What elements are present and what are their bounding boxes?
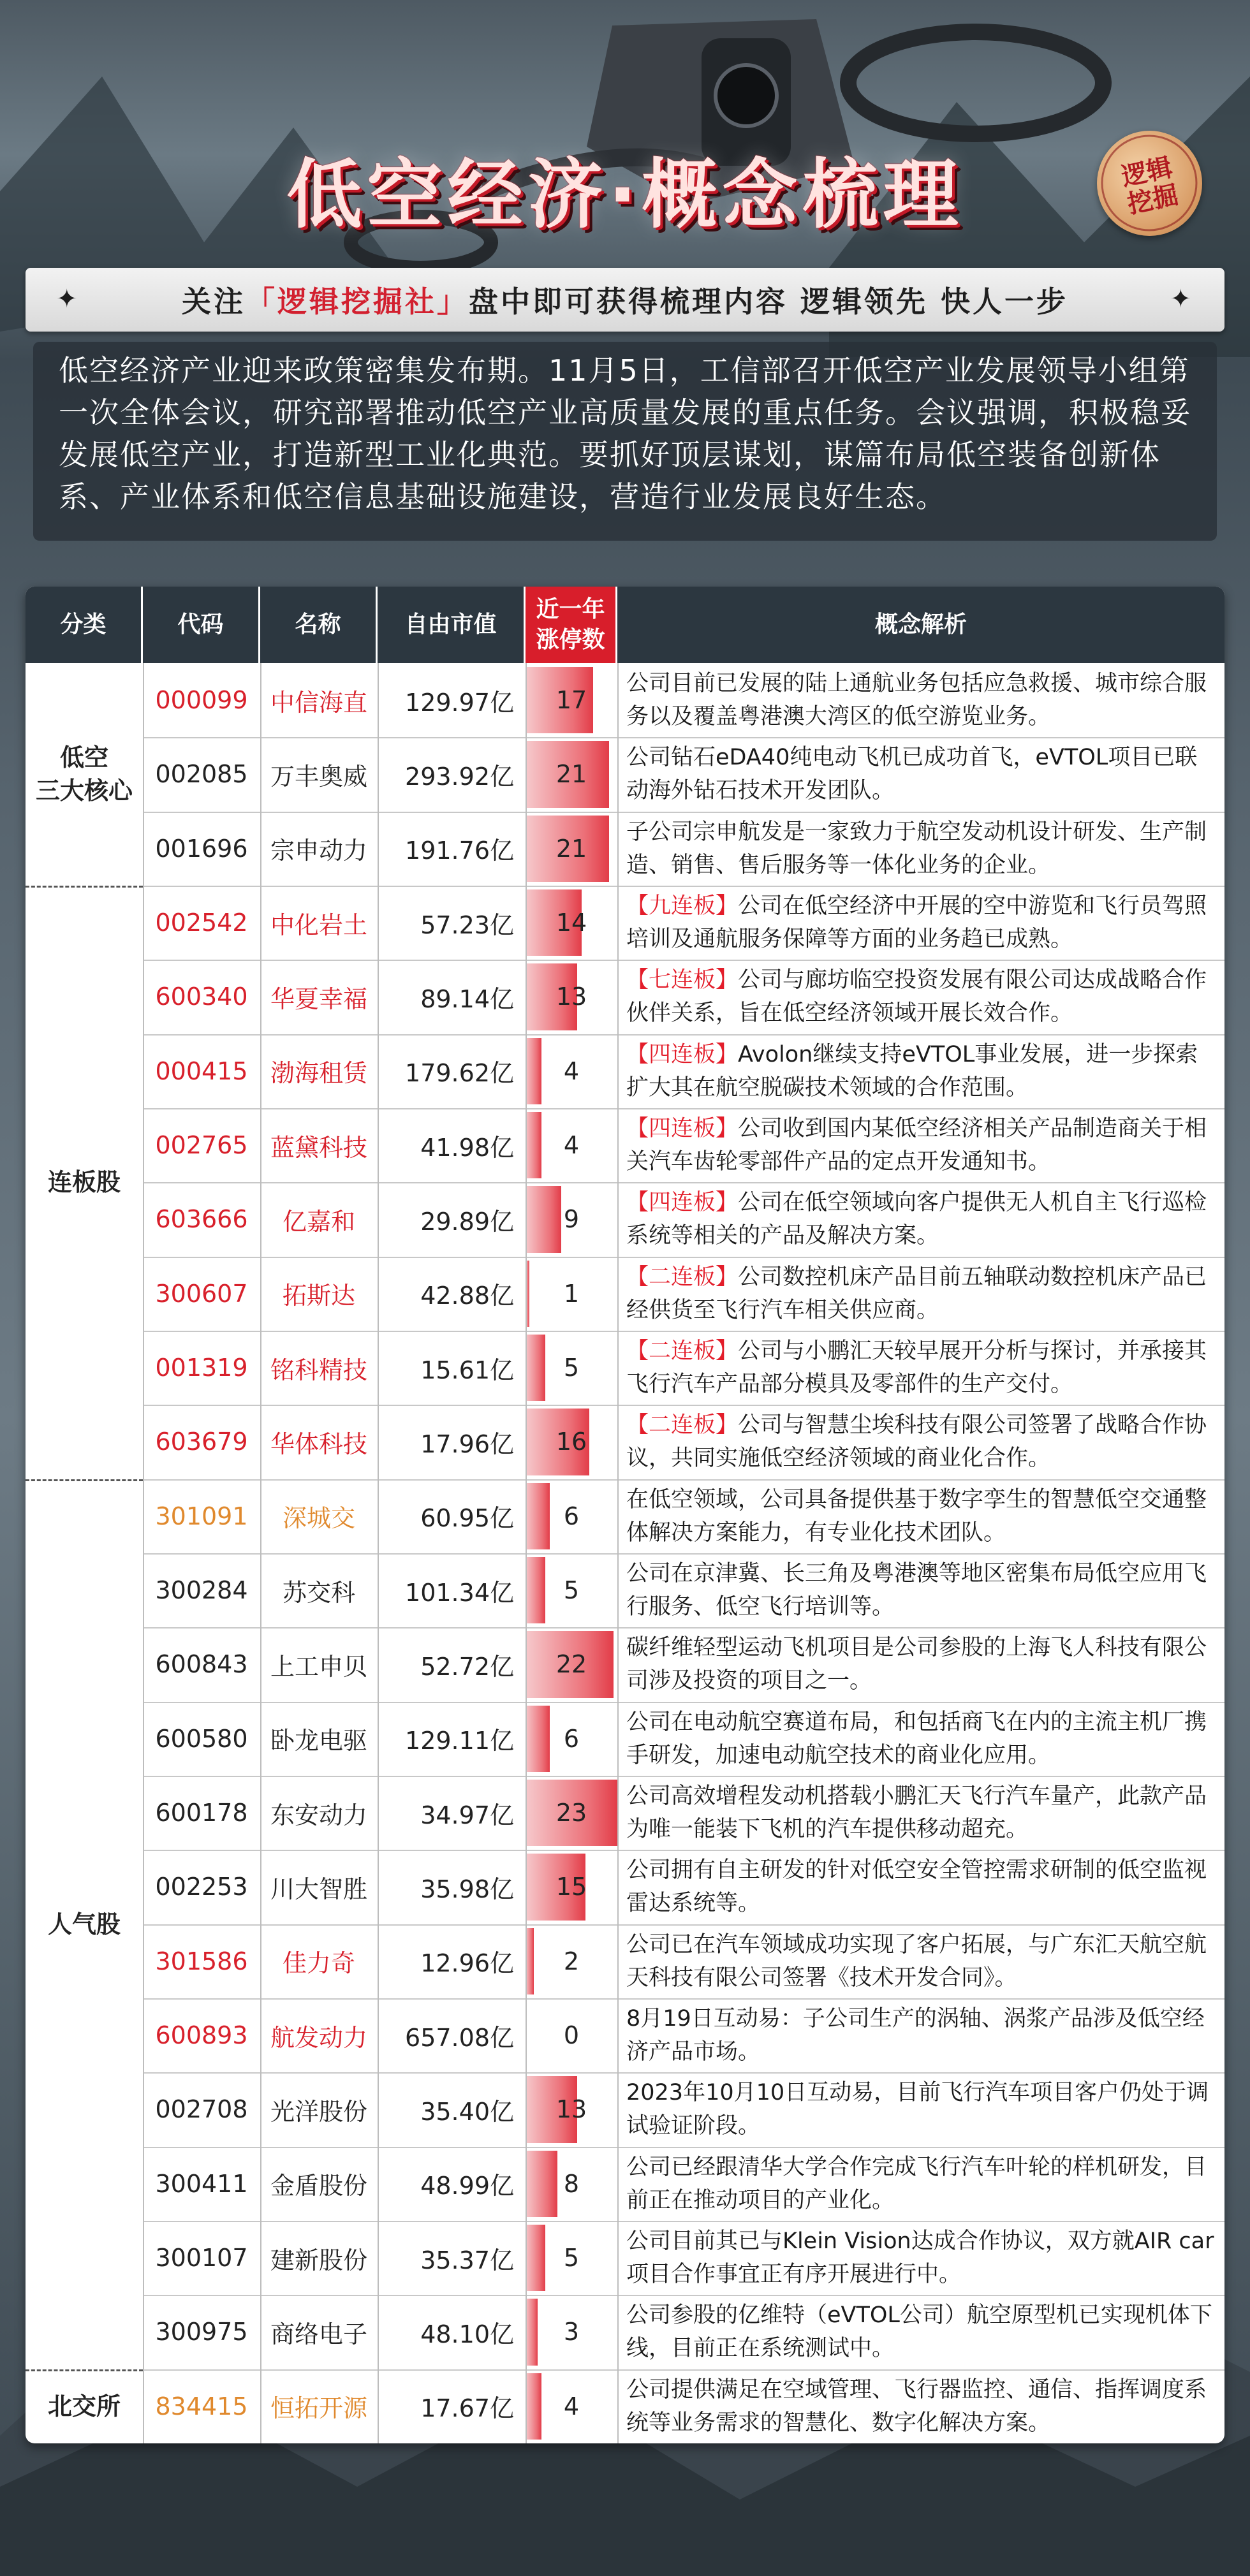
category-label <box>26 663 143 888</box>
analysis-text: 公司高效增程发动机搭载小鹏汇天飞行汽车量产，此款产品为唯一能装下飞机的汽车提供移动超充。 <box>626 1783 1207 1843</box>
header-limit-ups <box>526 587 617 663</box>
concept-analysis <box>617 1257 1224 1331</box>
stock-name: 卧龙电驱 <box>270 1727 367 1755</box>
limit-up-cell <box>526 2295 617 2369</box>
stock-code: 002253 <box>155 1873 248 1901</box>
market-cap: 41.98亿 <box>420 1133 514 1162</box>
column-divider <box>526 663 527 2443</box>
market-cap: 179.62亿 <box>405 1059 514 1088</box>
table-row <box>143 1924 1224 2000</box>
market-cap: 12.96亿 <box>420 1949 514 1978</box>
limit-up-cell <box>526 1627 617 1701</box>
limit-up-count: 3 <box>563 2318 580 2346</box>
concept-analysis <box>617 1108 1224 1182</box>
header-code: 代码 <box>143 587 260 663</box>
limit-up-count: 21 <box>555 834 587 863</box>
analysis-text: 公司与廊坊临空投资发展有限公司达成战略合作伙伴关系，旨在低空经济领域开展长效合作。 <box>626 967 1207 1027</box>
analysis-text: 公司钻石eDA40纯电动飞机已成功首飞，eVTOL项目已联动海外钻石技术开发团队。 <box>626 745 1198 804</box>
market-cap: 129.97亿 <box>405 688 514 717</box>
limit-up-cell <box>526 960 617 1034</box>
stock-name: 建新股份 <box>270 2246 367 2274</box>
header-name: 名称 <box>260 587 378 663</box>
stock-name: 华夏幸福 <box>270 984 367 1013</box>
table-row <box>143 1182 1224 1257</box>
streak-tag: 【七连板】 <box>626 967 739 993</box>
limit-up-cell <box>526 1182 617 1256</box>
stock-code: 301586 <box>155 1947 248 1975</box>
limit-up-count: 23 <box>555 1799 587 1827</box>
category-label-line2: 三大核心 <box>35 777 133 805</box>
limit-up-count: 22 <box>555 1650 587 1679</box>
concept-analysis <box>617 737 1224 811</box>
concept-table <box>26 587 1224 2443</box>
market-cap: 48.99亿 <box>420 2172 514 2200</box>
stock-code: 300411 <box>155 2169 248 2198</box>
svg-text:挖掘: 挖掘 <box>1124 179 1181 220</box>
concept-analysis <box>617 2221 1224 2295</box>
concept-analysis <box>617 1850 1224 1924</box>
analysis-text: 在低空领域，公司具备提供基于数字孪生的智慧低空交通整体解决方案能力，有专业化技术团队。 <box>626 1486 1207 1546</box>
stock-name: 蓝黛科技 <box>270 1133 367 1162</box>
stock-code: 300107 <box>155 2244 248 2272</box>
stock-code: 603666 <box>155 1205 248 1234</box>
stock-code: 600843 <box>155 1650 248 1679</box>
limit-up-cell <box>526 1108 617 1182</box>
concept-analysis <box>617 1998 1224 2072</box>
stock-name: 佳力奇 <box>282 1949 355 1978</box>
limit-up-cell <box>526 812 617 886</box>
stock-code: 600893 <box>155 2021 248 2050</box>
table-row <box>143 1405 1224 1480</box>
analysis-text: 公司与小鹏汇天较早展开分析与探讨，并承接其飞行汽车产品部分模具及零部件的生产交付。 <box>626 1338 1207 1398</box>
analysis-text: 公司在京津冀、长三角及粤港澳等地区密集布局低空应用飞行服务、低空飞行培训等。 <box>626 1561 1207 1620</box>
limit-up-count: 13 <box>555 983 587 1011</box>
category-label-line1: 北交所 <box>47 2392 121 2420</box>
concept-analysis <box>617 1405 1224 1479</box>
stock-name: 宗申动力 <box>270 837 367 865</box>
stock-code: 002085 <box>155 760 248 789</box>
table-row <box>143 2369 1224 2443</box>
limit-up-cell <box>526 2147 617 2221</box>
category-label-line1: 低空 <box>59 743 108 772</box>
banner-suffix: 盘中即可获得梳理内容 逻辑领先 快人一步 <box>468 284 1069 319</box>
stock-code: 002765 <box>155 1131 248 1160</box>
concept-analysis <box>617 1479 1224 1553</box>
table-row <box>143 1108 1224 1183</box>
table-row <box>143 886 1224 961</box>
concept-analysis <box>617 1702 1224 1776</box>
market-cap: 35.40亿 <box>420 2097 514 2126</box>
analysis-text: 公司拥有自主研发的针对低空安全管控需求研制的低空监视雷达系统等。 <box>626 1857 1207 1917</box>
limit-up-count: 2 <box>563 1947 580 1975</box>
stock-name: 深城交 <box>282 1504 355 1533</box>
limit-up-cell <box>526 663 617 737</box>
stock-code: 600340 <box>155 983 248 1011</box>
limit-up-cell <box>526 1924 617 1998</box>
concept-analysis <box>617 2369 1224 2443</box>
table-row <box>143 737 1224 812</box>
concept-analysis <box>617 812 1224 886</box>
column-divider <box>378 663 379 2443</box>
concept-analysis <box>617 2295 1224 2369</box>
market-cap: 60.95亿 <box>420 1504 514 1533</box>
concept-analysis <box>617 2147 1224 2221</box>
stock-name: 中化岩土 <box>270 911 367 939</box>
banner-brand: 「逻辑挖掘社」 <box>245 284 469 319</box>
limit-up-count: 9 <box>563 1205 580 1234</box>
table-row <box>143 2147 1224 2222</box>
limit-up-cell <box>526 1331 617 1405</box>
concept-analysis <box>617 1331 1224 1405</box>
table-row <box>143 2072 1224 2148</box>
brand-seal-logo <box>1097 131 1202 236</box>
market-cap: 29.89亿 <box>420 1207 514 1236</box>
market-cap: 48.10亿 <box>420 2320 514 2348</box>
stock-code: 603679 <box>155 1428 248 1456</box>
concept-analysis <box>617 1776 1224 1850</box>
svg-text:逻辑: 逻辑 <box>1119 152 1175 193</box>
streak-tag: 【二连板】 <box>626 1338 739 1365</box>
limit-up-cell <box>526 2221 617 2295</box>
limit-up-count: 4 <box>563 1131 580 1160</box>
concept-analysis <box>617 1182 1224 1256</box>
limit-up-count: 14 <box>555 909 587 937</box>
follow-banner <box>26 268 1224 332</box>
stock-name: 华体科技 <box>270 1430 367 1458</box>
limit-up-count: 4 <box>563 2392 580 2420</box>
analysis-text: 公司在低空领域向客户提供无人机自主飞行巡检系统等相关的产品及解决方案。 <box>626 1190 1207 1249</box>
limit-up-count: 15 <box>555 1873 587 1901</box>
stock-name: 东安动力 <box>270 1801 367 1829</box>
table-row <box>143 1331 1224 1406</box>
stock-code: 001696 <box>155 834 248 863</box>
stock-name: 万丰奥威 <box>270 762 367 791</box>
market-cap: 89.14亿 <box>420 984 514 1013</box>
limit-up-cell <box>526 1776 617 1850</box>
market-cap: 15.61亿 <box>420 1356 514 1384</box>
market-cap: 17.96亿 <box>420 1430 514 1458</box>
streak-tag: 【四连板】 <box>626 1190 739 1216</box>
limit-up-count: 21 <box>555 760 587 789</box>
stock-name: 铭科精技 <box>270 1356 367 1384</box>
sparkle-icon: ✦ <box>1170 284 1194 314</box>
analysis-text: 8月19日互动易：子公司生产的涡轴、涡浆产品涉及低空经济产品市场。 <box>626 2006 1205 2065</box>
limit-up-count: 8 <box>563 2169 580 2198</box>
column-divider <box>143 663 144 2443</box>
concept-analysis <box>617 886 1224 960</box>
table-row <box>143 1257 1224 1332</box>
stock-name: 中信海直 <box>270 688 367 717</box>
limit-up-cell <box>526 1553 617 1627</box>
streak-tag: 【九连板】 <box>626 893 739 919</box>
market-cap: 35.98亿 <box>420 1875 514 1903</box>
intro-paragraph: 低空经济产业迎来政策密集发布期。11月5日，工信部召开低空产业发展领导小组第一次全体会议，研究部署推动低空产业高质量发展的重点任务。会议强调，积极稳妥发展低空产业，打造新型工业化典范。要抓好顶层谋划，谋篇布局低空装备创新体系、产业体系和低空信息基础设施建设，营造行业发展良好生态。 <box>33 342 1217 541</box>
column-divider <box>617 663 619 2443</box>
concept-analysis <box>617 1627 1224 1701</box>
streak-tag: 【二连板】 <box>626 1412 739 1438</box>
stock-code: 000099 <box>155 686 248 715</box>
stock-name: 拓斯达 <box>282 1282 355 1310</box>
stock-name: 航发动力 <box>270 2023 367 2052</box>
analysis-text: 公司提供满足在空域管理、飞行器监控、通信、指挥调度系统等业务需求的智慧化、数字化解决方案。 <box>626 2376 1207 2436</box>
stock-code: 002708 <box>155 2095 248 2124</box>
table-row <box>143 2221 1224 2296</box>
stock-code: 600178 <box>155 1799 248 1827</box>
header-limit-ups-line2: 涨停数 <box>536 627 605 653</box>
concept-analysis <box>617 960 1224 1034</box>
market-cap: 42.88亿 <box>420 1282 514 1310</box>
stock-name: 渤海租赁 <box>270 1059 367 1088</box>
stock-name: 上工申贝 <box>270 1652 367 1681</box>
category-label-line1: 连板股 <box>47 1168 121 1197</box>
limit-up-cell <box>526 886 617 960</box>
stock-code: 300607 <box>155 1279 248 1308</box>
stock-code: 001319 <box>155 1354 248 1382</box>
table-row <box>143 663 1224 738</box>
limit-up-cell <box>526 2072 617 2146</box>
limit-up-count: 5 <box>563 2244 580 2272</box>
sparkle-icon: ✦ <box>56 284 80 314</box>
category-label <box>26 1479 143 2371</box>
analysis-text: 公司与智慧尘埃科技有限公司签署了战略合作协议，共同实施低空经济领域的商业化合作。 <box>626 1412 1207 1472</box>
limit-up-count: 13 <box>555 2095 587 2124</box>
market-cap: 129.11亿 <box>405 1727 514 1755</box>
category-label-line1: 人气股 <box>47 1910 121 1938</box>
limit-up-count: 17 <box>555 686 587 715</box>
header-category: 分类 <box>26 587 143 663</box>
column-divider <box>260 663 261 2443</box>
table-row <box>143 1627 1224 1702</box>
table-row <box>143 1479 1224 1555</box>
limit-up-count: 6 <box>563 1724 580 1753</box>
table-row <box>143 2295 1224 2370</box>
limit-up-count: 6 <box>563 1502 580 1530</box>
limit-up-cell <box>526 737 617 811</box>
stock-name: 苏交科 <box>282 1578 355 1607</box>
market-cap: 34.97亿 <box>420 1801 514 1829</box>
limit-up-cell <box>526 1257 617 1331</box>
stock-code: 834415 <box>155 2392 248 2420</box>
analysis-text: 公司参股的亿维特（eVTOL公司）航空原型机已实现机体下线，目前正在系统测试中。 <box>626 2302 1212 2362</box>
analysis-text: 公司目前已发展的陆上通航业务包括应急救援、城市综合服务以及覆盖粤港澳大湾区的低空游览业务。 <box>626 671 1207 730</box>
limit-up-cell <box>526 1405 617 1479</box>
stock-name: 亿嘉和 <box>282 1207 355 1236</box>
page-title: 低空经济·概念梳理 <box>286 150 964 238</box>
category-label <box>26 2369 143 2443</box>
streak-tag: 【四连板】 <box>626 1116 739 1142</box>
limit-up-cell <box>526 2369 617 2443</box>
header-market-cap: 自由市值 <box>378 587 526 663</box>
table-row <box>143 1776 1224 1851</box>
market-cap: 52.72亿 <box>420 1652 514 1681</box>
limit-up-cell <box>526 1850 617 1924</box>
concept-analysis <box>617 663 1224 737</box>
limit-up-count: 5 <box>563 1576 580 1605</box>
analysis-text: Avolon继续支持eVTOL事业发展，进一步探索扩大其在航空脱碳技术领域的合作范围。 <box>626 1041 1198 1101</box>
stock-name: 商络电子 <box>270 2320 367 2348</box>
concept-analysis <box>617 1034 1224 1108</box>
analysis-text: 公司收到国内某低空经济相关产品制造商关于相关汽车齿轮零部件产品的定点开发通知书。 <box>626 1116 1207 1175</box>
market-cap: 57.23亿 <box>420 911 514 939</box>
market-cap: 657.08亿 <box>405 2023 514 2052</box>
analysis-text: 2023年10月10日互动易，目前飞行汽车项目客户仍处于调试验证阶段。 <box>626 2080 1209 2139</box>
analysis-text: 碳纤维轻型运动飞机项目是公司参股的上海飞人科技有限公司涉及投资的项目之一。 <box>626 1635 1207 1694</box>
limit-up-count: 1 <box>563 1279 580 1308</box>
concept-analysis <box>617 1924 1224 1998</box>
table-row <box>143 1998 1224 2074</box>
limit-up-cell <box>526 1034 617 1108</box>
limit-up-cell <box>526 1998 617 2072</box>
header-analysis: 概念解析 <box>874 611 967 638</box>
banner-prefix: 关注 <box>181 284 246 319</box>
streak-tag: 【四连板】 <box>626 1041 739 1067</box>
stock-name: 恒拓开源 <box>270 2394 367 2423</box>
limit-up-count: 16 <box>555 1428 587 1456</box>
table-row <box>143 1702 1224 1777</box>
stock-name: 川大智胜 <box>270 1875 367 1903</box>
market-cap: 101.34亿 <box>405 1578 514 1607</box>
stock-code: 002542 <box>155 909 248 937</box>
analysis-text: 公司在电动航空赛道布局，和包括商飞在内的主流主机厂携手研发，加速电动航空技术的商业化应用。 <box>626 1709 1207 1768</box>
stock-code: 000415 <box>155 1057 248 1085</box>
analysis-text: 公司在低空经济中开展的空中游览和飞行员驾照培训及通航服务保障等方面的业务趋已成熟。 <box>626 893 1207 953</box>
table-row <box>143 1553 1224 1628</box>
stock-code: 300975 <box>155 2318 248 2346</box>
concept-analysis <box>617 2072 1224 2146</box>
table-row <box>143 812 1224 887</box>
analysis-text: 公司目前其已与Klein Vision达成合作协议，双方就AIR car项目合作事宜正有序开展进行中。 <box>626 2228 1214 2288</box>
limit-up-count: 5 <box>563 1354 580 1382</box>
table-header <box>26 587 1224 663</box>
stock-name: 光洋股份 <box>270 2097 367 2126</box>
stock-name: 金盾股份 <box>270 2172 367 2200</box>
stock-code: 301091 <box>155 1502 248 1530</box>
limit-up-count: 4 <box>563 1057 580 1085</box>
table-row <box>143 1034 1224 1109</box>
table-row <box>143 960 1224 1035</box>
market-cap: 35.37亿 <box>420 2246 514 2274</box>
header-limit-ups-line1: 近一年 <box>536 596 605 622</box>
analysis-text: 公司已经跟清华大学合作完成飞行汽车叶轮的样机研发，目前正在推动项目的产业化。 <box>626 2154 1207 2213</box>
category-label <box>26 886 143 1481</box>
market-cap: 191.76亿 <box>405 837 514 865</box>
market-cap: 293.92亿 <box>405 762 514 791</box>
table-row <box>143 1850 1224 1925</box>
analysis-text: 公司已在汽车领域成功实现了客户拓展，与广东汇天航空航天科技有限公司签署《技术开发合同》。 <box>626 1931 1207 1991</box>
stock-code: 600580 <box>155 1724 248 1753</box>
limit-up-cell <box>526 1702 617 1776</box>
analysis-text: 公司数控机床产品目前五轴联动数控机床产品已经供货至飞行汽车相关供应商。 <box>626 1264 1207 1323</box>
limit-up-count: 0 <box>563 2021 580 2050</box>
analysis-text: 子公司宗申航发是一家致力于航空发动机设计研发、生产制造、销售、售后服务等一体化业务的企业。 <box>626 819 1207 878</box>
stock-code: 300284 <box>155 1576 248 1605</box>
limit-up-cell <box>526 1479 617 1553</box>
concept-analysis <box>617 1553 1224 1627</box>
streak-tag: 【二连板】 <box>626 1264 739 1290</box>
market-cap: 17.67亿 <box>420 2394 514 2423</box>
